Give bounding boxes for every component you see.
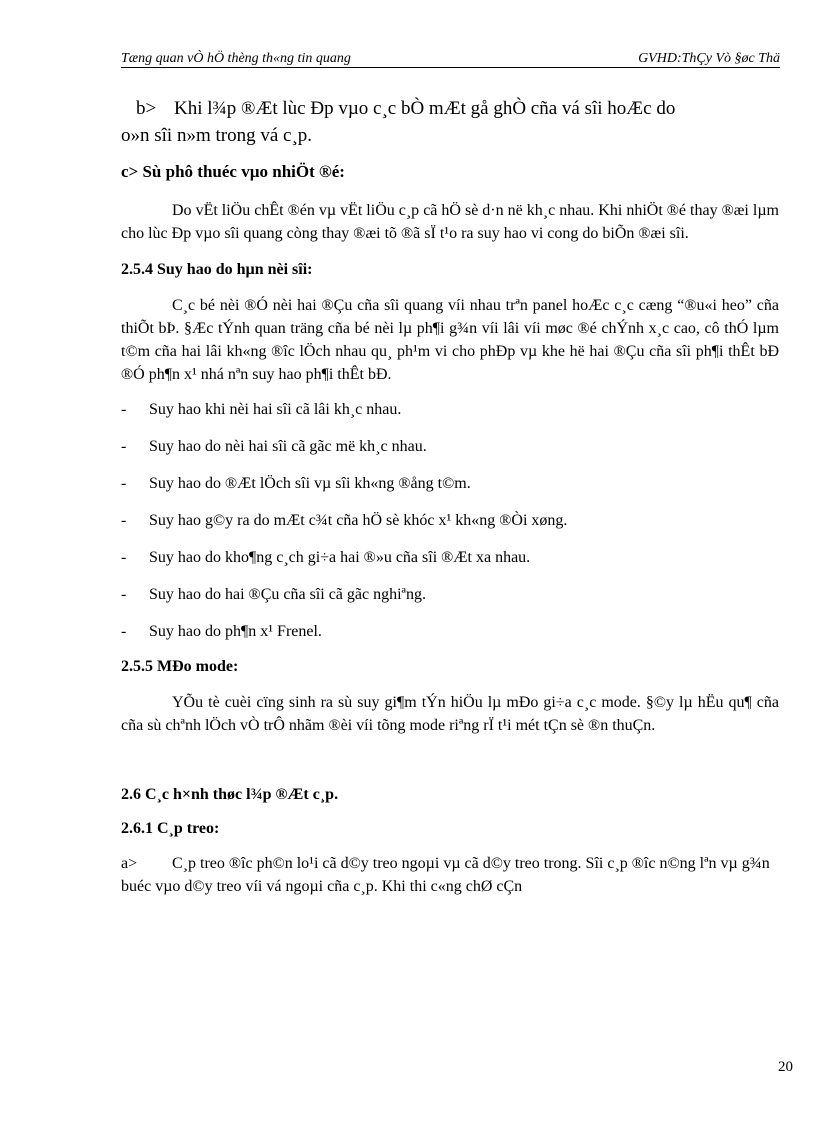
section-254-title: 2.5.4 Suy hao do hµn nèi sîi: (121, 261, 313, 278)
section-261-paragraph (121, 852, 779, 898)
list-item (121, 400, 779, 420)
list-item-text: Suy hao do ®Æt lÖch sîi vµ sîi kh«ng ®ång t©m. (149, 475, 471, 492)
bullet-dash: - (121, 475, 127, 492)
section-b-text1: Khi l¾p ®Æt lùc Ðp vµo c¸c bÒ mÆt gå ghÒ cña vá sîi hoÆc do (174, 98, 676, 119)
section-255-title: 2.5.5 MÐo mode: (121, 658, 239, 675)
list-item (121, 511, 779, 531)
bullet-dash: - (121, 512, 127, 529)
list-item-text: Suy hao g©y ra do mÆt c¾t cña hÖ sè khóc x¹ kh«ng ®Òi xøng. (149, 512, 568, 529)
bullet-dash: - (121, 623, 127, 640)
section-254-paragraph: C¸c bé nèi ®Ó nèi hai ®Çu cña sîi quang víi nhau trªn panel hoÆc c¸c cæng “®u«i heo” cña thiÕt bÞ. §Æc tÝnh quan träng cña bé nèi lµ ph¶i g¾n víi lâi víi møc ®é chÝnh x¸c cao, cô thÓ lµm t©m cña hai lâi kh«ng ®îc lÖch nhau qu¸ ph¹m vi cho phÐp vµ khe hë hai ®Çu cña sîi ph¶i thÊt bÐ ®Ó ph¶n x¹ nhá nªn suy hao ph¶i thÊt bÐ. (121, 297, 779, 383)
section-b-marker: b> (136, 98, 157, 119)
bullet-dash: - (121, 438, 127, 455)
header-title: Tæng quan vÒ hÖ thèng th«ng tin quang (121, 51, 351, 66)
loss-list (121, 400, 779, 642)
list-item-text: Suy hao khi nèi hai sîi cã lâi kh¸c nhau. (149, 401, 402, 418)
list-item-text: Suy hao do hai ®Çu cña sîi cã gãc nghiªng. (149, 586, 426, 603)
bullet-dash: - (121, 549, 127, 566)
list-item (121, 548, 779, 568)
list-item (121, 474, 779, 494)
header-advisor: GVHD:ThÇy Vò §øc Thä (638, 51, 780, 66)
section-255-paragraph: YÕu tè cuèi cïng sinh ra sù suy gi¶m tÝn hiÖu lµ mÐo gi÷a c¸c mode. §©y lµ hËu qu¶ cña cña sù chªnh lÖch vÒ trÔ nhãm ®èi víi tõng mode riªng rÏ t¹i mét tÇn sè ®n thuÇn. (121, 694, 779, 734)
list-item-text: Suy hao do ph¶n x¹ Frenel. (149, 623, 322, 640)
list-item (121, 437, 779, 457)
page-body (121, 96, 779, 898)
list-item-text: Suy hao do nèi hai sîi cã gãc më kh¸c nhau. (149, 438, 427, 455)
bullet-dash: - (121, 586, 127, 603)
page-header (121, 50, 780, 68)
section-c-paragraph: Do vËt liÖu chÊt ®én vµ vËt liÖu c¸p cã hÖ sè d·n në kh¸c nhau. Khi nhiÖt ®é thay ®æi lµm cho lùc Ðp vµo sîi quang còng thay ®æi tõ ®ã sÏ t¹o ra suy hao vi cong do biÕn ®æi sîi. (121, 202, 779, 242)
list-item (121, 585, 779, 605)
list-item-text: Suy hao do kho¶ng c¸ch gi÷a hai ®»u cña sîi ®Æt xa nhau. (149, 549, 531, 566)
section-b-line1 (121, 96, 779, 121)
section-261-title: 2.6.1 C¸p treo: (121, 820, 220, 837)
page-number: 20 (778, 1059, 793, 1075)
section-c-title: c> Sù phô thuéc vµo nhiÖt ®é: (121, 162, 345, 181)
section-26-title: 2.6 C¸c h×nh thøc l¾p ®Æt c¸p. (121, 786, 339, 803)
list-item (121, 622, 779, 642)
bullet-dash: - (121, 401, 127, 418)
section-a-marker: a> (121, 855, 138, 872)
section-261-text: C¸p treo ®îc ph©n lo¹i cã d©y treo ngoµi vµ cã d©y treo trong. Sîi c¸p ®îc n©ng lªn vµ g¾n buéc vµo d©y treo víi vá ngoµi cña c¸p. Khi thi c«ng chØ cÇn (121, 855, 770, 895)
section-b-line2: o»n sîi n»m trong vá c¸p. (121, 125, 313, 146)
